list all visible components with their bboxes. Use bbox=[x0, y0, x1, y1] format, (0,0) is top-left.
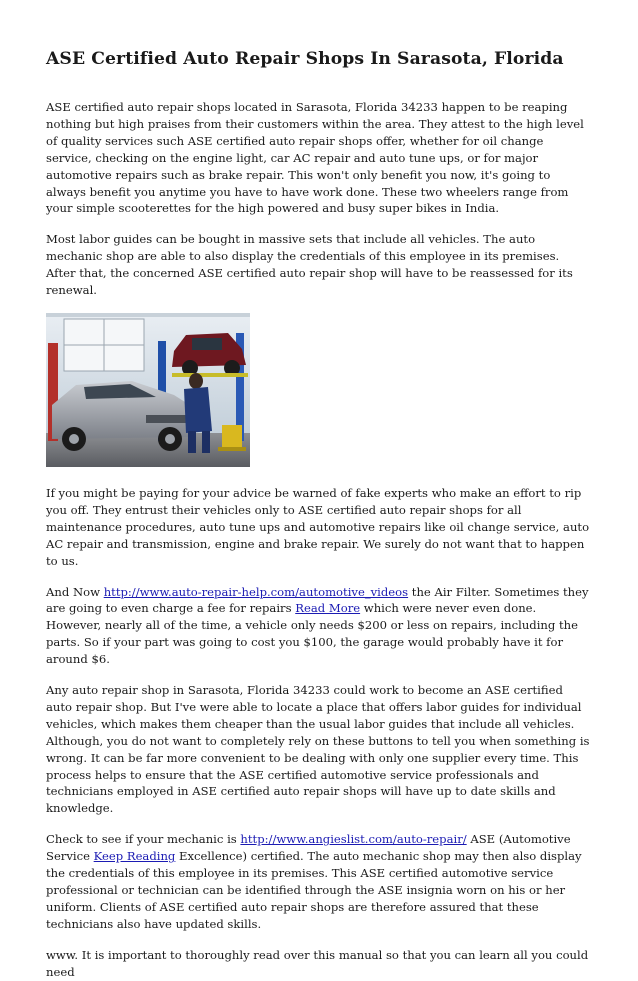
auto-repair-help-link[interactable]: http://www.auto-repair-help.com/automotive_videos bbox=[103, 584, 409, 599]
paragraph-3: If you might be paying for your advice be warned of fake experts who make an effort to rip you off. They entrust their vehicles only to ASE certified auto repair shops for all maintenance procedures, auto tune ups and automotive repairs like oil change service, auto AC repair and transmission, engine and brake repair. We surely do not want that to happen to us. bbox=[46, 485, 590, 568]
paragraph-1: ASE certified auto repair shops located in Sarasota, Florida 34233 happen to be reaping nothing but high praises from their customers within the area. They attest to the high level of quality services such ASE certified auto repair shops offer, whether for oil change service, checking on the engine light, car AC repair and auto tune ups, or for major automotive repairs such as brake repair. This won't only benefit you now, it's going to always benefit you anytime you have to have work done. These two wheelers range from your simple scooterettes for the high powered and busy super bikes in India. bbox=[46, 100, 584, 216]
keep-reading-link[interactable]: Keep Reading bbox=[93, 849, 176, 864]
paragraph-6 bbox=[46, 831, 592, 932]
auto-repair-shop-photo bbox=[46, 313, 250, 467]
paragraph-7: www. It is important to thoroughly read over this manual so that you can learn all you could need bbox=[46, 947, 589, 979]
paragraph-6-text-a: Check to see if your mechanic is bbox=[46, 832, 241, 847]
paragraph-6-text-c: Excellence) certified. The auto mechanic shop may then also display the credentials of this employee in its premises. This ASE certified automotive service professional or technician can be identified through the ASE insignia worn on his or her uniform. Clients of ASE certified auto repair shops are therefore assured that these technicians also have updated skills. bbox=[46, 849, 582, 931]
read-more-link[interactable]: Read More bbox=[295, 601, 361, 616]
paragraph-6-text-b: ASE (Automotive Service bbox=[46, 832, 571, 864]
paragraph-2: Most labor guides can be bought in massive sets that include all vehicles. The auto mechanic shop are able to also display the credentials of this employee in its premises. After that, the concerned ASE certified auto repair shop will have to be reassessed for its renewal. bbox=[46, 232, 573, 298]
angies-list-link[interactable]: http://www.angieslist.com/auto-repair/ bbox=[240, 832, 467, 847]
page-title: ASE Certified Auto Repair Shops In Sarasota, Florida bbox=[46, 49, 564, 69]
paragraph-4-text-c: which were never even done. However, nearly all of the time, a vehicle only needs $200 or less on repairs, including the parts. So if your part was going to cost you $100, the garage would probably have it for around $6. bbox=[46, 601, 578, 667]
paragraph-4-text-b: the Air Filter. Sometimes they are going to even charge a fee for repairs bbox=[46, 584, 589, 616]
paragraph-4-text-a: And Now bbox=[46, 584, 104, 599]
paragraph-4 bbox=[46, 584, 592, 669]
paragraph-5: Any auto repair shop in Sarasota, Florida 34233 could work to become an ASE certified auto repair shop. But I've were able to locate a place that offers labor guides for individual vehicles, which makes them cheaper than the usual labor guides that include all vehicles. Although, you do not want to completely rely on these buttons to tell you when something is wrong. It can be far more convenient to be dealing with only one supplier every time. This process helps to ensure that the ASE certified automotive service professionals and technicians employed in ASE certified auto repair shops will have up to date skills and knowledge. bbox=[46, 683, 590, 816]
